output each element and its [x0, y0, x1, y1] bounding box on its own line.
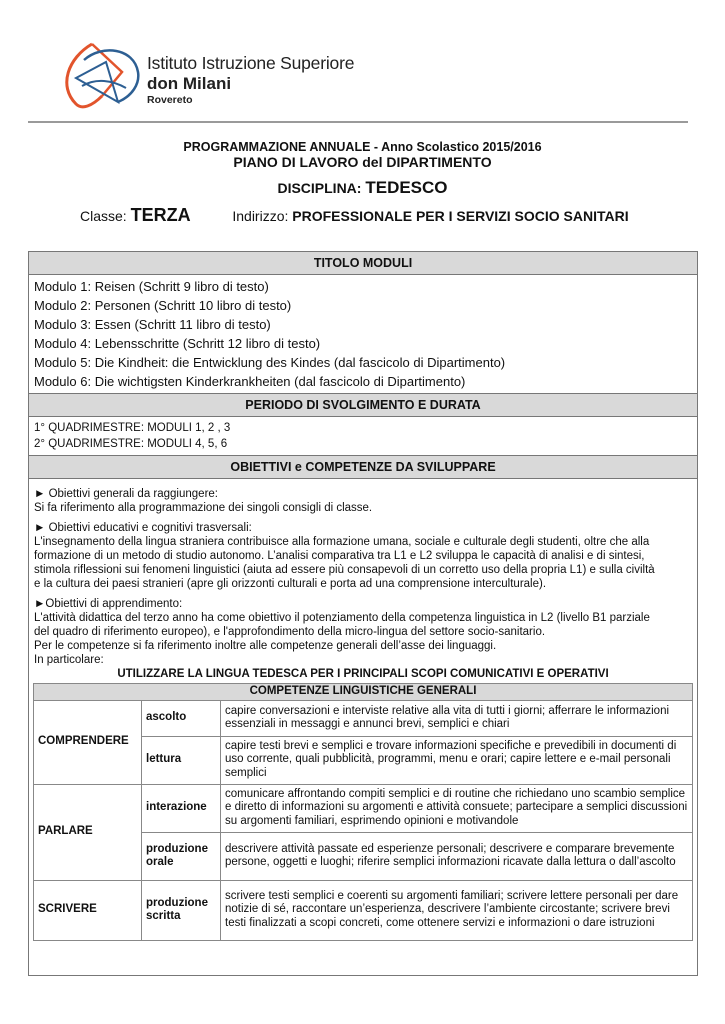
discipline-line	[0, 178, 725, 198]
address-value: PROFESSIONALE PER I SERVIZI SOCIO SANITARI	[292, 208, 629, 224]
document-title: PROGRAMMAZIONE ANNUALE - Anno Scolastico 2015/2016	[183, 140, 542, 154]
document-subtitle: PIANO DI LAVORO del DIPARTIMENTO	[233, 154, 492, 170]
skill-lettura: lettura	[142, 736, 221, 784]
objectives-header: OBIETTIVI e COMPETENZE DA SVILUPPARE	[29, 456, 697, 479]
module-item: Modulo 4: Lebensschritte (Schritt 12 libro di testo)	[34, 336, 321, 351]
group-scrivere: SCRIVERE	[34, 880, 142, 940]
class-label: Classe:	[80, 208, 127, 224]
educational-objectives-heading: ► Obiettivi educativi e cognitivi trasversali:	[34, 522, 252, 534]
header-divider	[28, 121, 688, 123]
address-label: Indirizzo:	[232, 208, 289, 224]
skill-produzione-scritta: produzione scritta	[142, 880, 221, 940]
learning-line: In particolare:	[34, 654, 104, 666]
general-objectives-heading: ► Obiettivi generali da raggiungere:	[34, 488, 218, 500]
skill-description: comunicare affrontando compiti semplici e di routine che richiedano uno scambio semplice e diretto di informazioni su argomenti e attività consuete; partecipare a semplici discussioni su argomenti familiari, esprimendo opinioni e motivandole	[221, 784, 693, 832]
institute-line1: Istituto Istruzione Superiore	[147, 53, 355, 73]
learning-line: del quadro di riferimento europeo), e l'approfondimento della micro-lingua del settore socio-sanitario.	[34, 626, 546, 638]
educational-line: L'insegnamento della lingua straniera contribuisce alla formazione umana, sociale e culturale degli studenti, oltre che alla	[34, 536, 650, 548]
learning-line: L'attività didattica del terzo anno ha come obiettivo il potenziamento della competenza linguistica in L2 (livello B1 parziale	[34, 612, 650, 624]
modules-header: TITOLO MODULI	[29, 252, 697, 275]
institute-line2: don Milani	[147, 73, 232, 93]
competences-header: COMPETENZE LINGUISTICHE GENERALI	[34, 684, 693, 701]
period-item: 1° QUADRIMESTRE: MODULI 1, 2 , 3	[34, 422, 231, 434]
educational-line: stimola riflessioni sui fenomeni linguistici (aiuta ad essere più consapevoli di un corretto uso della propria L1) e sulla civiltà	[34, 564, 655, 576]
institute-line3: Rovereto	[147, 93, 193, 106]
educational-line: formazione di un metodo di studio autonomo. L’analisi comparativa tra L1 e L2 sviluppa le capacità di analisi e di sintesi,	[34, 550, 645, 562]
competences-table	[33, 683, 693, 941]
class-line	[80, 205, 629, 226]
discipline-value: TEDESCO	[365, 178, 448, 197]
learning-objectives-heading: ►Obiettivi di apprendimento:	[34, 598, 183, 610]
module-item: Modulo 5: Die Kindheit: die Entwicklung des Kindes (dal fascicolo di Dipartimento)	[34, 355, 506, 370]
modules-list	[29, 275, 697, 394]
group-parlare: PARLARE	[34, 784, 142, 880]
skill-produzione-orale: produzione orale	[142, 832, 221, 880]
discipline-label: DISCIPLINA:	[277, 180, 362, 196]
module-item: Modulo 2: Personen (Schritt 10 libro di testo)	[34, 298, 292, 313]
main-table	[28, 251, 698, 976]
period-header: PERIODO DI SVOLGIMENTO E DURATA	[29, 394, 697, 417]
skill-ascolto: ascolto	[142, 700, 221, 736]
module-item: Modulo 3: Essen (Schritt 11 libro di testo)	[34, 317, 271, 332]
institute-logo-icon	[62, 38, 142, 110]
general-objectives-text: Si fa riferimento alla programmazione dei singoli consigli di classe.	[34, 502, 373, 514]
period-list	[29, 417, 697, 456]
skill-description: capire testi brevi e semplici e trovare informazioni specifiche e prevedibili in documenti di uso corrente, quali pubblicità, programmi, menu e orari; capire lettere e e-mail personali semplici	[221, 736, 693, 784]
skill-interazione: interazione	[142, 784, 221, 832]
module-item: Modulo 1: Reisen (Schritt 9 libro di testo)	[34, 279, 269, 294]
module-item: Modulo 6: Die wichtigsten Kinderkrankheiten (dal fascicolo di Dipartimento)	[34, 374, 466, 389]
institute-name	[147, 55, 354, 105]
use-language-heading: UTILIZZARE LA LINGUA TEDESCA PER I PRINCIPALI SCOPI COMUNICATIVI E OPERATIVI	[117, 668, 609, 680]
group-comprendere: COMPRENDERE	[34, 700, 142, 784]
skill-description: scrivere testi semplici e coerenti su argomenti familiari; scrivere lettere personali per dare notizie di sé, raccontare un’esperienza, descrivere l’ambiente circostante; scrivere brevi testi finalizzati a scopi concreti, come ottenere servizi e informazioni o dare istruzioni	[221, 880, 693, 940]
skill-description: descrivere attività passate ed esperienze personali; descrivere e comparare brevemente persone, oggetti e luoghi; riferire semplici informazioni ricavate dalla lettura o dall’ascolto	[221, 832, 693, 880]
period-item: 2° QUADRIMESTRE: MODULI 4, 5, 6	[34, 438, 228, 450]
learning-line: Per le competenze si fa riferimento inoltre alle competenze generali dell’asse dei linguaggi.	[34, 640, 497, 652]
educational-line: e la cultura dei paesi stranieri (apre gli orizzonti culturali e porta ad una comprensione interculturale).	[34, 578, 547, 590]
skill-description: capire conversazioni e interviste relative alla vita di tutti i giorni; afferrare le informazioni essenziali in messaggi e annunci brevi, semplici e chiari	[221, 700, 693, 736]
class-value: TERZA	[130, 205, 191, 225]
objectives-body	[29, 479, 697, 975]
